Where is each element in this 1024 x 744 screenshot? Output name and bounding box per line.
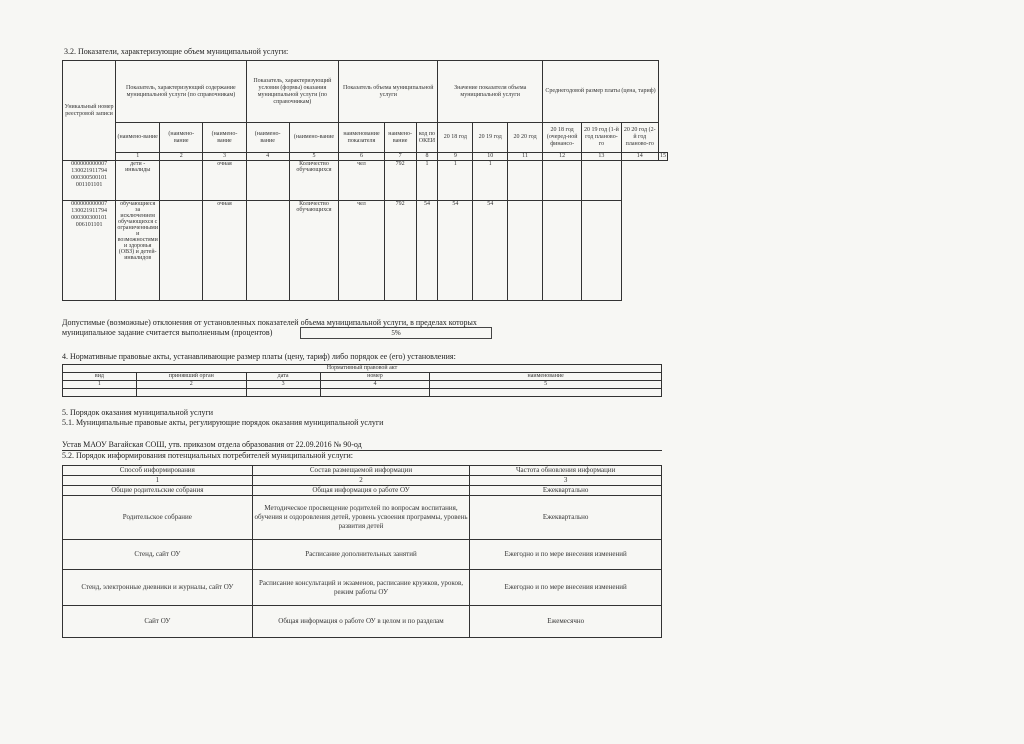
header-volume-value: Значение показателя объема муниципальной услуги — [438, 61, 543, 123]
table-row: Родительское собрание Методическое просвещение родителей по вопросам воспитания, обучения и оздоровления детей, уровень усвоения программы, уровень развития детей Ежеквартально — [63, 496, 662, 540]
ustav-text: Устав МАОУ Вагайская СОШ, утв. приказом отдела образования от 22.09.2016 № 90-од — [62, 440, 362, 449]
deviation-line-1: Допустимые (возможные) отклонения от установленных показателей объема муниципальной услуги, в пределах которых — [62, 318, 477, 327]
header-fee-year-2: 20 19 год (1-й год планово-го — [582, 123, 621, 153]
header-c4: (наимено-вание — [203, 123, 246, 153]
header-c3: (наимено-вание — [160, 123, 203, 153]
fee-acts-table: Нормативный правовой акт вид принявший орган дата номер наименование 1 2 3 4 5 — [62, 364, 662, 397]
section-4-heading: 4. Нормативные правовые акты, устанавливающие размер платы (цену, тариф) либо порядок ее (его) установления: — [62, 352, 456, 361]
act-header: Нормативный правовой акт — [63, 365, 662, 373]
table-row: Общие родительские собрания Общая информация о работе ОУ Ежеквартально — [63, 486, 662, 496]
header-c5: (наимено-вание — [246, 123, 289, 153]
header-okei: код по ОКЕИ — [416, 123, 438, 153]
col-method: Способ информирования — [63, 466, 253, 476]
table-row: Стенд, сайт ОУ Расписание дополнительных занятий Ежегодно и по мере внесения изменений — [63, 540, 662, 570]
header-c2: (наимено-вание — [116, 123, 160, 153]
header-fee: Среднегодовой размер платы (цена, тариф) — [543, 61, 659, 123]
volume-indicators-table — [62, 60, 668, 301]
column-numbers-row: 1 2 3 4 5 6 7 8 9 10 11 12 13 14 15 — [63, 153, 668, 161]
col-content: Состав размещаемой информации — [252, 466, 470, 476]
table-row: Сайт ОУ Общая информация о работе ОУ в целом и по разделам Ежемесячно — [63, 606, 662, 638]
header-year-2: 20 19 год — [473, 123, 508, 153]
header-volume-indicator: Показатель объема муниципальной услуги — [339, 61, 438, 123]
header-fee-year-1: 20 18 год (очеред-ной финансо- — [543, 123, 582, 153]
header-unique-number: Уникальный номер реестровой записи — [63, 61, 116, 161]
header-content-indicator: Показатель, характеризующий содержание муниципальной услуги (по справочникам) — [116, 61, 246, 123]
header-c6: (наимено-вание — [289, 123, 338, 153]
header-year-3: 20 20 год — [508, 123, 543, 153]
deviation-value: 5% — [300, 327, 492, 339]
table-row: 000000000007 130021911794 000300300101 006101101 обучающиеся за исключением обучающихся с ограниченными и возможностями и здоровья (ОВЗ) и детей-инвалидов очная Количество обучающихся чел 792 54 54 54 — [63, 201, 668, 301]
section-5-1-heading: 5.1. Муниципальные правовые акты, регулирующие порядок оказания муниципальной услуги — [62, 418, 384, 427]
col-frequency: Частота обновления информации — [470, 466, 662, 476]
header-indicator-name: наименование показателя — [339, 123, 385, 153]
informing-table: Способ информирования Состав размещаемой информации Частота обновления информации 1 2 3 Общие родительские собрания Общая информация о работе ОУ Ежеквартально Родительское собрание Методическое просвещение родителей по вопросам воспитания, обучения и оздоровления детей, уровень усвоения программы, уровень развития детей Ежеквартально Стенд, сайт ОУ Расписание дополнительных занятий Ежегодно и по мере внесения изменений Стенд, электронные дневники и журналы, сайт ОУ Расписание консультаций и экзаменов, расписание кружков, уроков, режим работы ОУ Ежегодно и по мере внесения изменений Сайт ОУ Общая информация о работе ОУ в целом и по разделам Ежемесячно — [62, 465, 662, 638]
header-unit-name: наимено-вание — [384, 123, 416, 153]
deviation-line-2: муниципальное задание считается выполненным (процентов) — [62, 328, 273, 337]
header-conditions-indicator: Показатель, характеризующий условия (формы) оказания муниципальной услуги (по справочникам) — [246, 61, 339, 123]
section-5-2-heading: 5.2. Порядок информирования потенциальных потребителей муниципальной услуги: — [62, 451, 353, 460]
section-5-heading: 5. Порядок оказания муниципальной услуги — [62, 408, 214, 417]
section-3-2-heading: 3.2. Показатели, характеризующие объем муниципальной услуги: — [64, 47, 289, 56]
header-year-1: 20 18 год — [438, 123, 473, 153]
header-fee-year-3: 20 20 год (2-й год планово-го — [621, 123, 658, 153]
table-row: 000000000007 130021911794 000300500101 001101101 дети - инвалиды очная Количество обучающихся чел 792 1 1 1 — [63, 161, 668, 201]
table-row: Стенд, электронные дневники и журналы, сайт ОУ Расписание консультаций и экзаменов, расписание кружков, уроков, режим работы ОУ Ежегодно и по мере внесения изменений — [63, 570, 662, 606]
